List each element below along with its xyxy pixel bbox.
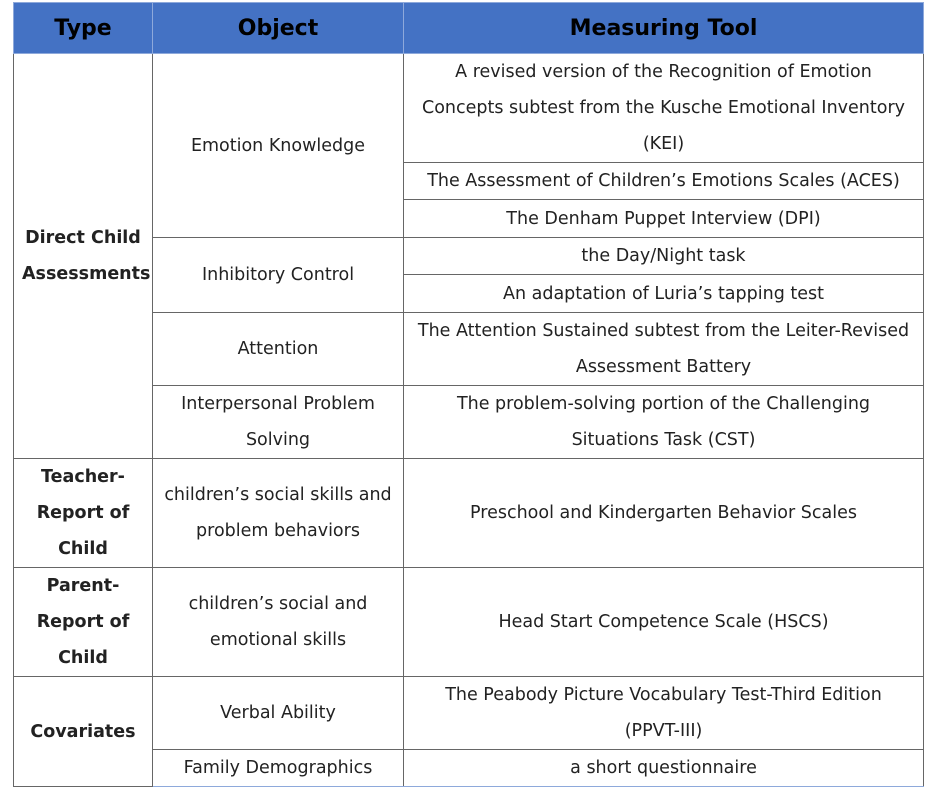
tool-cell: Preschool and Kindergarten Behavior Scales [404, 459, 924, 568]
object-cell: Verbal Ability [153, 677, 404, 750]
header-type: Type [14, 3, 153, 54]
object-cell: children’s social skills and problem behaviors [153, 459, 404, 568]
tool-cell: The Denham Puppet Interview (DPI) [404, 200, 924, 238]
table-row [14, 459, 924, 568]
type-cell: Direct Child Assessments [14, 54, 153, 459]
header-measuring-tool: Measuring Tool [404, 3, 924, 54]
tool-cell: the Day/Night task [404, 238, 924, 275]
object-cell: Interpersonal Problem Solving [153, 386, 404, 459]
object-cell: Inhibitory Control [153, 238, 404, 313]
type-cell: Teacher-Report of Child [14, 459, 153, 568]
header-row [14, 3, 924, 54]
measures-table [13, 2, 924, 787]
table-row [14, 677, 924, 750]
tool-cell: a short questionnaire [404, 750, 924, 787]
object-cell: Emotion Knowledge [153, 54, 404, 238]
object-cell: Attention [153, 313, 404, 386]
table-row [14, 54, 924, 163]
tool-cell: The Attention Sustained subtest from the Leiter-Revised Assessment Battery [404, 313, 924, 386]
tool-cell: An adaptation of Luria’s tapping test [404, 275, 924, 313]
tool-cell: The Assessment of Children’s Emotions Scales (ACES) [404, 163, 924, 200]
tool-cell: The problem-solving portion of the Challenging Situations Task (CST) [404, 386, 924, 459]
tool-cell: A revised version of the Recognition of Emotion Concepts subtest from the Kusche Emotional Inventory (KEI) [404, 54, 924, 163]
type-cell: Covariates [14, 677, 153, 787]
table-row [14, 568, 924, 677]
object-cell: Family Demographics [153, 750, 404, 787]
tool-cell: The Peabody Picture Vocabulary Test-Third Edition (PPVT-III) [404, 677, 924, 750]
header-object: Object [153, 3, 404, 54]
tool-cell: Head Start Competence Scale (HSCS) [404, 568, 924, 677]
object-cell: children’s social and emotional skills [153, 568, 404, 677]
type-cell: Parent-Report of Child [14, 568, 153, 677]
